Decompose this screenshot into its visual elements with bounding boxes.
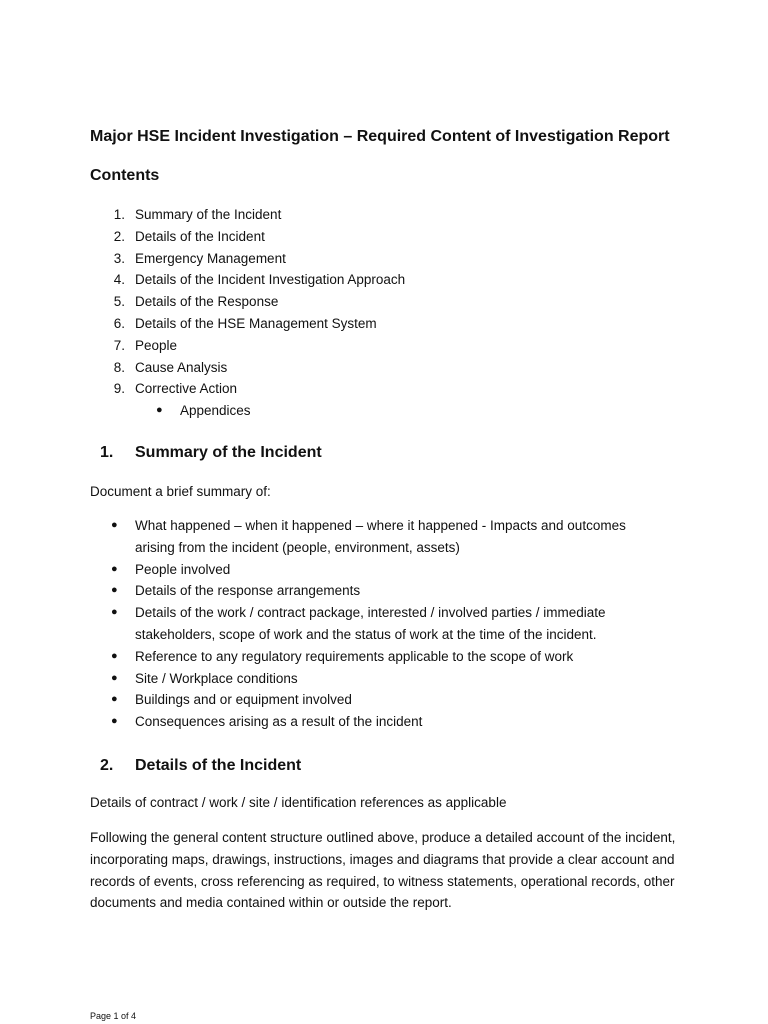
bullet-icon: ● — [111, 693, 118, 706]
bullet-icon: ● — [111, 649, 118, 662]
bullet-icon: ● — [111, 519, 118, 531]
bullet-icon: ● — [111, 562, 118, 575]
toc-item-number: 1. — [113, 207, 125, 222]
toc-item-label: Details of the HSE Management System — [135, 315, 377, 331]
toc-subitem-label: Appendices — [180, 403, 251, 419]
section-title: Details of the Incident — [135, 757, 302, 774]
list-item — [0, 689, 655, 711]
list-item — [0, 602, 655, 646]
toc-item-label: Emergency Management — [135, 250, 286, 266]
section-paragraph: Following the general content structure outlined above, produce a detailed account of the incident, incorporating maps, drawings, instructions, images and diagrams that provide a clear account and records of events, cross referencing as required, to witness statements, operational records, other documents and media contained within or outside the report. — [90, 830, 676, 911]
bullet-icon: ● — [111, 606, 118, 619]
toc-item-label: People — [135, 337, 178, 353]
bullet-icon: ● — [111, 671, 118, 684]
contents-heading: Contents — [90, 167, 160, 184]
list-item-text: Details of the response arrangements — [135, 583, 361, 599]
toc-item-number: 8. — [113, 359, 125, 375]
summary-bullet-list — [0, 515, 655, 733]
toc-item-number: 4. — [113, 272, 125, 288]
list-item-text: What happened – when it happened – where it happened - Impacts and outcomes arising from the incident (people, environment, assets) — [135, 518, 626, 555]
section-intro: Document a brief summary of: — [90, 484, 271, 499]
list-item-text: Buildings and or equipment involved — [135, 692, 352, 708]
list-item-text: Consequences arising as a result of the incident — [135, 714, 423, 730]
toc-item-number: 5. — [113, 294, 125, 310]
section-title: Summary of the Incident — [135, 444, 322, 461]
list-item — [0, 668, 655, 690]
bullet-icon: ● — [156, 404, 163, 417]
list-item — [0, 515, 655, 559]
page-number: Page 1 of 4 — [90, 1011, 137, 1021]
list-item — [0, 711, 655, 733]
bullet-icon: ● — [111, 715, 118, 728]
toc-item-number: 9. — [113, 381, 125, 397]
toc-item-number: 7. — [113, 337, 125, 353]
toc-item-label: Summary of the Incident — [135, 207, 282, 222]
list-item-text: Details of the work / contract package, interested / involved parties / immediate stakeholders, scope of work and the status of work at the time of the incident. — [135, 605, 606, 642]
list-item-text: Reference to any regulatory requirements applicable to the scope of work — [135, 648, 574, 664]
document-title: Major HSE Incident Investigation – Required Content of Investigation Report — [90, 128, 670, 145]
list-item — [0, 559, 655, 581]
section-number: 2. — [100, 757, 114, 774]
list-item — [0, 646, 655, 668]
toc-item-label: Details of the Response — [135, 294, 279, 310]
toc-item-label: Cause Analysis — [135, 359, 228, 375]
bullet-icon: ● — [111, 584, 118, 597]
list-item — [0, 580, 655, 602]
toc-item-label: Details of the Incident — [135, 228, 265, 244]
toc-item-number: 3. — [113, 250, 125, 266]
toc-item-number: 2. — [113, 228, 125, 244]
section-paragraph: Details of contract / work / site / identification references as applicable — [90, 795, 507, 810]
section-number: 1. — [100, 444, 114, 461]
toc-item-label: Details of the Incident Investigation Approach — [135, 272, 406, 288]
toc-item-number: 6. — [113, 315, 125, 331]
list-item-text: Site / Workplace conditions — [135, 670, 298, 686]
list-item-text: People involved — [135, 561, 231, 577]
toc-item-label: Corrective Action — [135, 381, 238, 397]
